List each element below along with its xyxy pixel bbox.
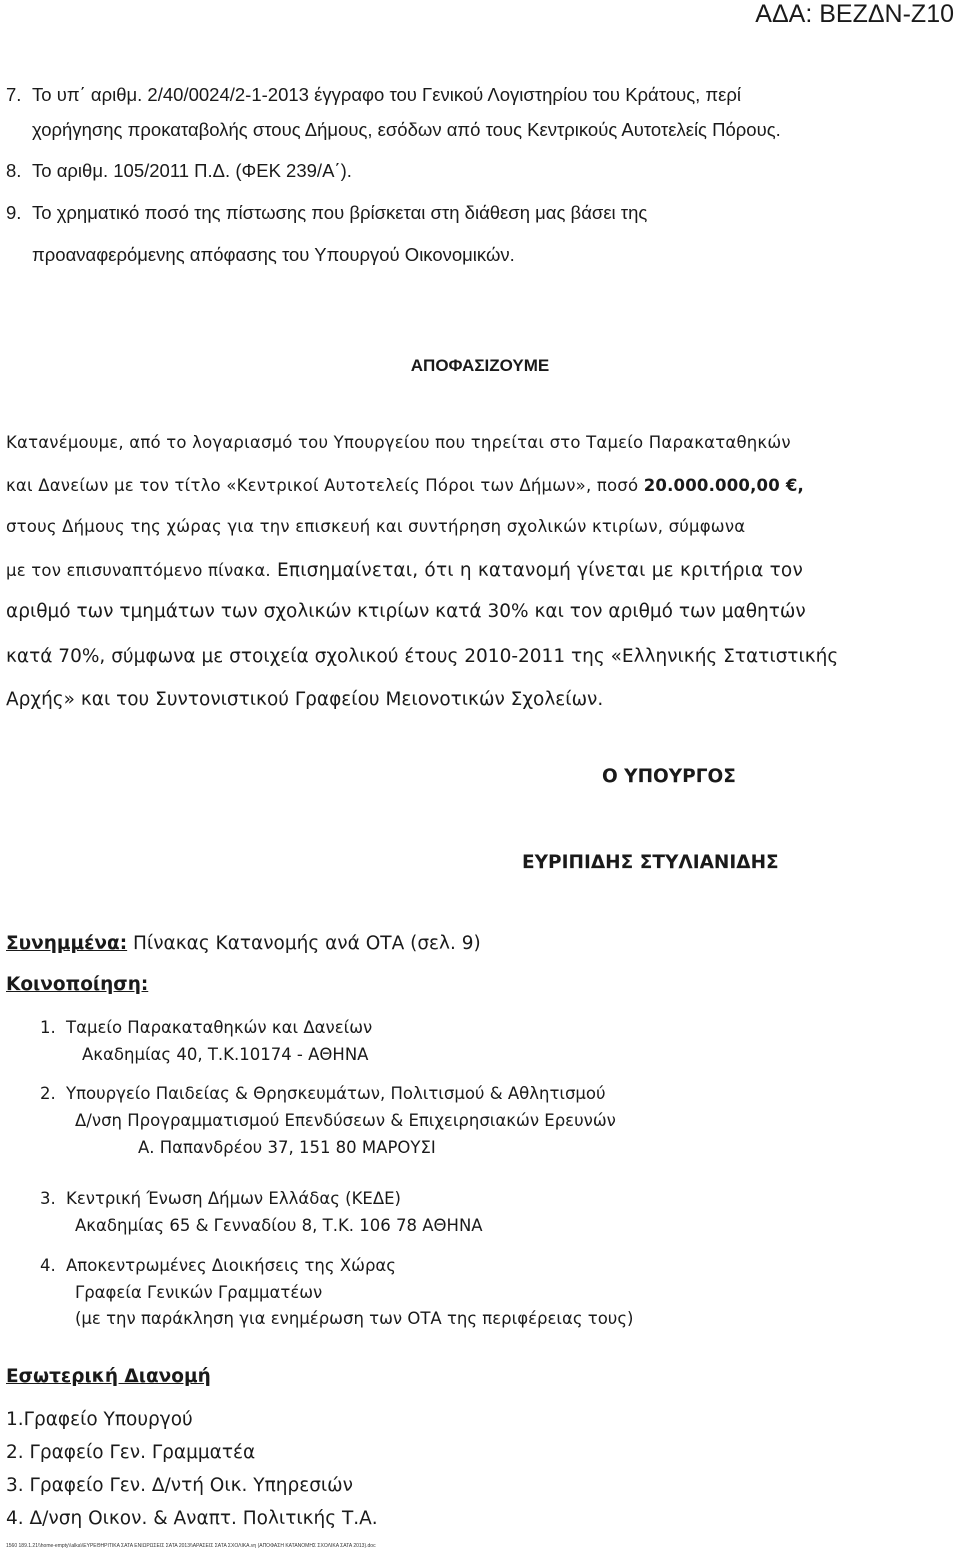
notification-item-1-line2: Ακαδημίας 40, Τ.Κ.10174 - ΑΘΗΝΑ (82, 1045, 369, 1064)
decision-line-1: Κατανέμουμε, από το λογαριασμό του Υπουργείου που τηρείται στο Ταμείο Παρακαταθηκών (6, 433, 791, 452)
notification-item-2-line2: Δ/νση Προγραμματισμού Επενδύσεων & Επιχειρησιακών Ερευνών (75, 1111, 616, 1130)
notification-item-2: 2. Υπουργείο Παιδείας & Θρησκευμάτων, Πολιτισμού & Αθλητισμού (40, 1084, 606, 1103)
consideration-7-line2: χορήγησης προκαταβολής στους Δήμους, εσόδων από τους Κεντρικούς Αυτοτελείς Πόρους. (32, 119, 781, 140)
decision-line-5: αριθμό των τμημάτων των σχολικών κτιρίων κατά 30% και τον αριθμό των μαθητών (6, 601, 806, 622)
decision-line-2: και Δανείων με τον τίτλο «Κεντρικοί Αυτοτελείς Πόροι των Δήμων», ποσό 20.000.000,00 €, (6, 476, 805, 495)
notification-item-2-line3: Α. Παπανδρέου 37, 151 80 ΜΑΡΟΥΣΙ (138, 1138, 436, 1157)
decision-line-4: με τον επισυναπτόμενο πίνακα. Επισημαίνεται, ότι η κατανομή γίνεται με κριτήρια τον (6, 560, 803, 581)
notification-item-4-line3: (με την παράκληση για ενημέρωση των ΟΤΑ της περιφέρειας τους) (75, 1309, 634, 1328)
ada-code: ΑΔΑ: ΒΕΖΔΝ-Ζ10 (755, 0, 954, 28)
internal-item-1: 1.Γραφείο Υπουργού (6, 1409, 193, 1430)
consideration-7-line1: 7. Το υπ΄ αριθμ. 2/40/0024/2-1-2013 έγγραφο του Γενικού Λογιστηρίου του Κράτους, περί (6, 84, 742, 105)
consideration-8: 8. Το αριθμ. 105/2011 Π.Δ. (ΦΕΚ 239/Α΄). (6, 160, 352, 181)
decision-amount: 20.000.000,00 €, (643, 476, 805, 495)
internal-item-3: 3. Γραφείο Γεν. Δ/ντή Οικ. Υπηρεσιών (6, 1475, 354, 1496)
signature-title: Ο ΥΠΟΥΡΓΟΣ (602, 766, 736, 787)
consideration-9-line2: προαναφερόμενης απόφασης του Υπουργού Οικονομικών. (32, 244, 515, 265)
internal-item-2: 2. Γραφείο Γεν. Γραμματέα (6, 1442, 256, 1463)
attachment-line: Συνημμένα: Πίνακας Κατανομής ανά ΟΤΑ (σελ. 9) (6, 933, 481, 954)
notification-label: Κοινοποίηση: (6, 974, 149, 995)
notification-item-3: 3. Κεντρική Ένωση Δήμων Ελλάδας (ΚΕΔΕ) (40, 1189, 401, 1208)
footer-file-path: 1560 189.1.21\\home-empty\\alka\\ΕΥΡΕΘΗΡΙΤΙΚΑ ΣΑΤΑ ΕΝΙΩΡΩΣΕΙΣ ΣΑΤΑ 2013\\ΑΡΑΣΕΙΣ ΣΑΤΑ ΣΧΟΛΙΚΑ.νη (ΑΠΟΦΑΣΗ ΚΑΤΑΝΟΜΗΣ ΣΧΟΛΙΚΑ ΣΑΤΑ 2013).doc (6, 1543, 376, 1549)
attachment-label: Συνημμένα: (6, 933, 128, 954)
decision-line-7: Αρχής» και του Συντονιστικού Γραφείου Μειονοτικών Σχολείων. (6, 689, 604, 710)
notification-item-4: 4. Αποκεντρωμένες Διοικήσεις της Χώρας (40, 1256, 396, 1275)
decision-heading: ΑΠΟΦΑΣΙΖΟΥΜΕ (410, 356, 550, 375)
internal-distribution-label: Εσωτερική Διανομή (6, 1366, 211, 1387)
notification-item-1: 1. Ταμείο Παρακαταθηκών και Δανείων (40, 1018, 373, 1037)
signature-name: ΕΥΡΙΠΙΔΗΣ ΣΤΥΛΙΑΝΙΔΗΣ (522, 852, 779, 873)
consideration-9-line1: 9. Το χρηματικό ποσό της πίστωσης που βρίσκεται στη διάθεση μας βάσει της (6, 202, 648, 223)
internal-item-4: 4. Δ/νση Οικον. & Αναπτ. Πολιτικής Τ.Α. (6, 1508, 378, 1529)
notification-item-3-line2: Ακαδημίας 65 & Γενναδίου 8, Τ.Κ. 106 78 ΑΘΗΝΑ (75, 1216, 483, 1235)
decision-line-3: στους Δήμους της χώρας για την επισκευή και συντήρηση σχολικών κτιρίων, σύμφωνα (6, 517, 746, 536)
notification-item-4-line2: Γραφεία Γενικών Γραμματέων (75, 1283, 323, 1302)
decision-line-6: κατά 70%, σύμφωνα με στοιχεία σχολικού έτους 2010-2011 της «Ελληνικής Στατιστικής (6, 646, 839, 667)
